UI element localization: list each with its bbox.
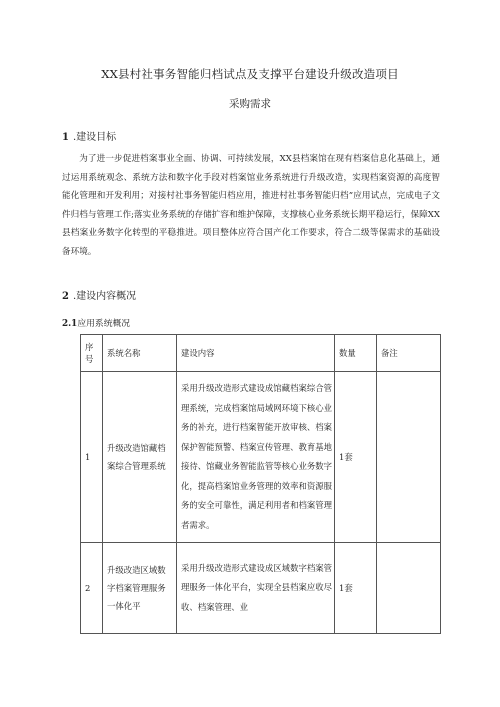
section-heading-text: .建设目标 <box>72 132 117 143</box>
app-systems-table <box>80 334 441 634</box>
cell-system-name: 升级改造馆藏档案综合管理系统 <box>103 372 177 543</box>
section-heading-goals <box>62 128 116 143</box>
cell-no: 1 <box>81 372 103 543</box>
section-heading-overview <box>62 287 136 302</box>
page-subtitle: 采购需求 <box>229 98 271 110</box>
header-remark: 备注 <box>377 335 441 372</box>
cell-remark <box>377 372 441 543</box>
cell-quantity: 1套 <box>335 543 377 634</box>
cell-remark <box>377 543 441 634</box>
table-row <box>81 543 441 634</box>
cell-system-name: 升级改造区域数字档案管理服务一体化平 <box>103 543 177 634</box>
table-header-row <box>81 335 441 372</box>
subsection-heading-text: 应用系统概况 <box>77 319 131 329</box>
header-quantity: 数量 <box>335 335 377 372</box>
section-number: 1 <box>62 132 69 143</box>
subsection-heading-app-systems <box>62 316 130 329</box>
header-content: 建设内容 <box>177 335 335 372</box>
goals-paragraph: 为了进一步促进档案事业全面、协调、可持续发展，XX县档案馆在现有档案信息化基础上，通过运用系统观念、系统方法和数字化手段对档案馆业务系统进行升级改造，实现档案资源的高度智能化管理和开发利用；对接村社事务智能归档应用，推进村社事务智能归档”应用试点，完成电子文件归档与管理工作;落实业务系统的存储扩容和维护保障，支撑核心业务系统长期平稳运行，保障XX县档案业务数字化转型的平稳推进。项目整体应符合国产化工作要求，符合二级等保需求的基础设备环境。 <box>62 154 440 257</box>
cell-content: 采用升级改造形式建设成馆藏档案综合管理系统，完成档案馆局域网环境下核心业务的补充，进行档案智能开放审核、档案保护智能预警、档案宣传管理、教育基地接待、馆藏业务智能监管等核心业务数字化，提高档案馆业务管理的效率和资源服务的安全可靠性，满足利用者和档案管理者需求。 <box>177 372 335 543</box>
page-title: XX县村社事务智能归档试点及支撑平台建设升级改造项目 <box>101 67 399 81</box>
section-number: 2 <box>62 291 69 302</box>
subsection-number: 2.1 <box>62 319 78 329</box>
cell-content: 采用升级改造形式建设成区域数字档案管理服务一体化平台，实现全县档案应收尽收、档案管理、业 <box>177 543 335 634</box>
cell-quantity: 1套 <box>335 372 377 543</box>
cell-no: 2 <box>81 543 103 634</box>
header-no: 序号 <box>81 335 103 372</box>
header-system-name: 系统名称 <box>103 335 177 372</box>
table-row <box>81 372 441 543</box>
section-heading-text: .建设内容概况 <box>72 291 137 302</box>
